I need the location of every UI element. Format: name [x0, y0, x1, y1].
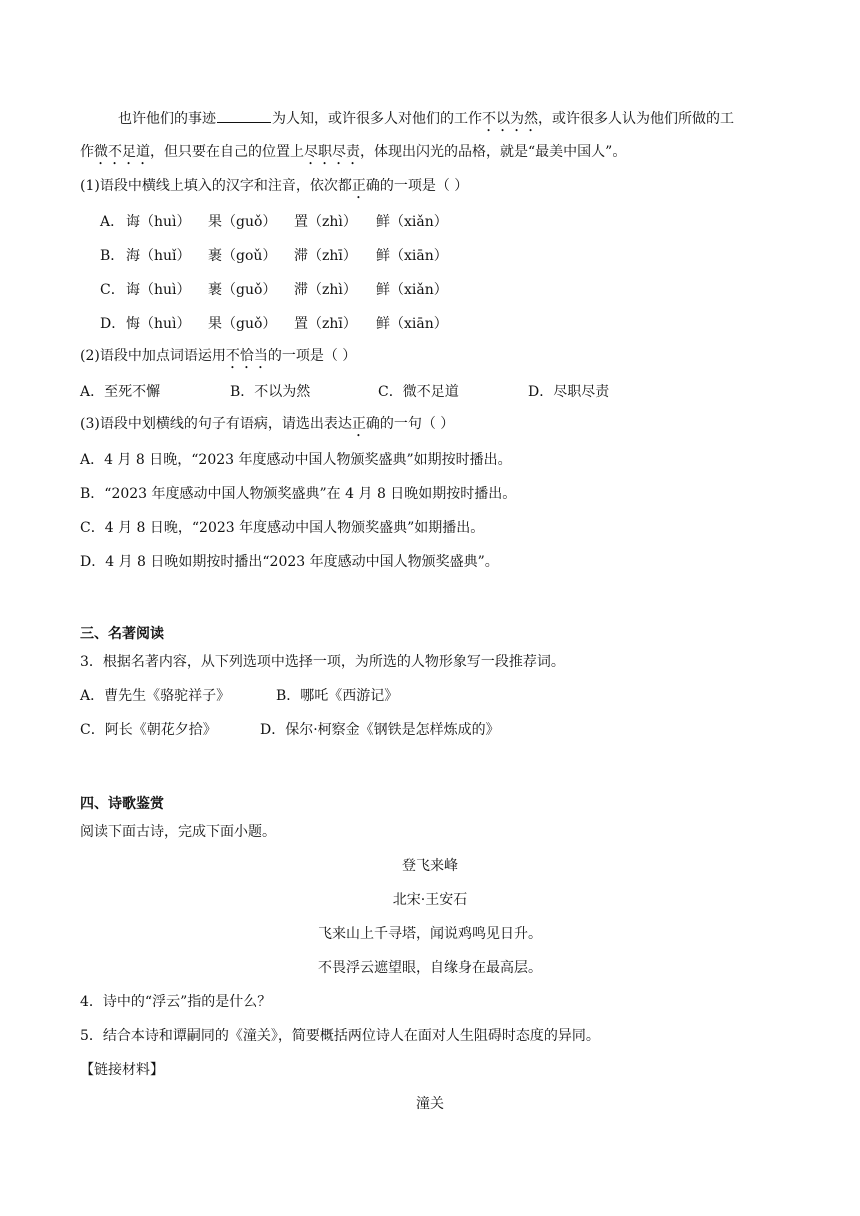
dotted-char: 正 [351, 416, 366, 432]
option-item: 裹（guǒ） [208, 282, 277, 298]
option-letter: A． [100, 214, 125, 230]
passage-text: 也许他们的事迹 [118, 111, 216, 127]
option-letter: D． [100, 316, 126, 332]
q1-stem-text: (1)语段中横线上填入的汉字和注音，依次都 [80, 178, 352, 194]
section-heading: 四、诗歌鉴赏 [80, 796, 164, 812]
q1-stem-text: 确的一项是（ ） [365, 178, 469, 194]
book-option: D．保尔·柯察金《钢铁是怎样炼成的》 [260, 722, 500, 738]
option-item: 滞（zhī） [294, 248, 357, 264]
question-4: 4．诗中的“浮云”指的是什么？ [80, 994, 272, 1010]
dotted-phrase: 微不足道 [94, 144, 150, 160]
option-item: 滞（zhì） [294, 282, 357, 298]
passage-text: ，或许很多人认为他们所做的工 [538, 111, 734, 127]
q3-option-d: D．4 月 8 日晚如期按时播出“2023 年度感动中国人物颁奖盛典”。 [80, 554, 499, 570]
dotted-phrase: 不以为然 [482, 111, 538, 127]
q2-stem-text: (2)语段中加点词语运用 [80, 348, 226, 364]
q2-option: C．微不足道 [378, 384, 459, 400]
option-letter: C． [100, 282, 125, 298]
option-item: 置（zhì） [294, 214, 357, 230]
fill-blank [217, 108, 271, 123]
book-option: C．阿长《朝花夕拾》 [80, 722, 217, 738]
passage-text: 为人知，或许很多人对他们的工作 [272, 111, 482, 127]
q2-option: D．尽职尽责 [528, 384, 610, 400]
q3-option-c: C．4 月 8 日晚，“2023 年度感动中国人物颁奖盛典”如期播出。 [80, 520, 485, 536]
q3-stem [80, 414, 454, 440]
option-item: 海（huǐ） [126, 248, 191, 264]
poem-author: 北宋·王安石 [392, 892, 468, 908]
q2-stem-text: 的一项是（ ） [267, 348, 357, 364]
q1-stem [80, 176, 468, 202]
book-option: B．哪吒《西游记》 [276, 688, 399, 704]
passage-text: ，体现出闪光的品格，就是“最美中国人”。 [360, 144, 627, 160]
poem-intro: 阅读下面古诗，完成下面小题。 [80, 824, 276, 840]
option-item: 果（guǒ） [208, 214, 277, 230]
q3-option-a: A．4 月 8 日晚，“2023 年度感动中国人物颁奖盛典”如期按时播出。 [80, 452, 512, 468]
q3-option-b: B．“2023 年度感动中国人物颁奖盛典”在 4 月 8 日晚如期按时播出。 [80, 486, 517, 502]
option-item: 诲（huì） [126, 282, 191, 298]
dotted-phrase: 尽职尽责 [304, 144, 360, 160]
option-item: 鲜（xiān） [376, 248, 448, 264]
q2-stem [80, 346, 356, 372]
q3-stem-text: (3)语段中划横线的句子有语病，请选出表达 [80, 416, 352, 432]
poem-title: 登飞来峰 [402, 858, 458, 874]
link-material-label: 【链接材料】 [80, 1062, 164, 1078]
option-item: 诲（huì） [126, 214, 191, 230]
section-heading: 三、名著阅读 [80, 626, 164, 642]
passage-text: 作 [80, 144, 94, 160]
q2-option: B．不以为然 [230, 384, 311, 400]
option-letter: B． [100, 248, 125, 264]
poem-line: 飞来山上千寻塔，闻说鸡鸣见日升。 [318, 926, 542, 942]
passage-text: ，但只要在自己的位置上 [150, 144, 304, 160]
option-item: 鲜（xiǎn） [376, 282, 448, 298]
q3-question: 3．根据名著内容，从下列选项中选择一项，为所选的人物形象写一段推荐词。 [80, 654, 565, 670]
option-item: 置（zhī） [294, 316, 357, 332]
option-item: 裹（goǔ） [208, 248, 277, 264]
option-item: 果（guǒ） [208, 316, 277, 332]
book-option: A．曹先生《骆驼祥子》 [80, 688, 231, 704]
poem-line: 不畏浮云遮望眼，自缘身在最高层。 [318, 960, 542, 976]
question-5: 5．结合本诗和谭嗣同的《潼关》，简要概括两位诗人在面对人生阻碍时态度的异同。 [80, 1028, 600, 1044]
option-item: 悔（huì） [126, 316, 191, 332]
passage-line-2 [80, 142, 626, 168]
option-item: 鲜（xiǎn） [376, 214, 448, 230]
passage-line-1 [118, 108, 734, 135]
dotted-char: 正 [351, 178, 366, 194]
dotted-phrase: 不恰当 [225, 348, 268, 364]
link-poem-title: 潼关 [416, 1096, 444, 1112]
q3-stem-text: 确的一句（ ） [365, 416, 455, 432]
q2-option: A．至死不懈 [80, 384, 161, 400]
option-item: 鲜（xiān） [376, 316, 448, 332]
